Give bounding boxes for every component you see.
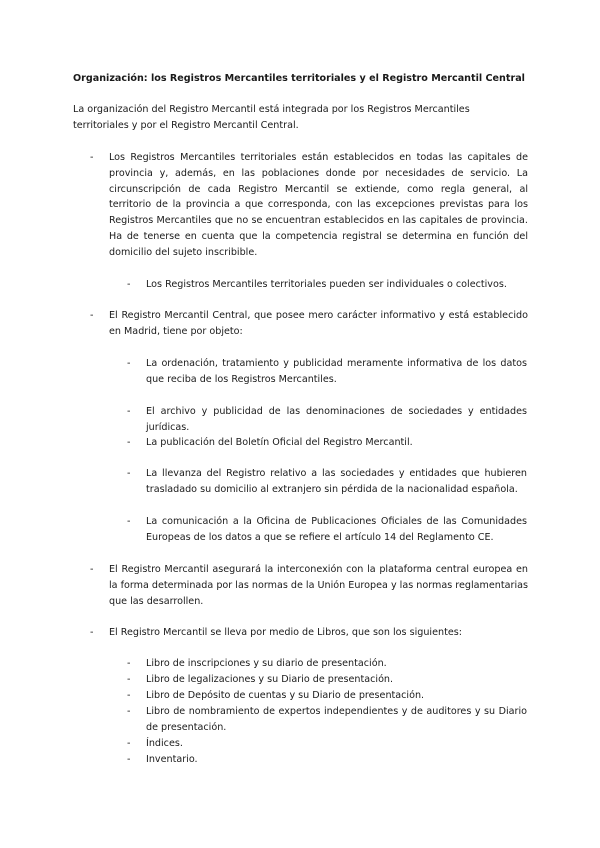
bullet-dash: - — [127, 358, 131, 369]
bullet-dash: - — [127, 754, 131, 765]
list-item-text: La ordenación, tratamiento y publicidad meramente informativa de los datos que reciba de los Registros Mercantiles. — [146, 358, 527, 385]
list-item-text: La publicación del Boletín Oficial del Registro Mercantil. — [146, 437, 413, 448]
list-item-text: Inventario. — [146, 754, 198, 765]
bullet-dash: - — [127, 279, 131, 290]
list-item-text: Libro de Depósito de cuentas y su Diario de presentación. — [146, 690, 425, 701]
bullet-dash: - — [127, 674, 131, 685]
list-item-text: Libro de inscripciones y su diario de presentación. — [146, 658, 387, 669]
bullet-dash: - — [127, 516, 131, 527]
intro-paragraph: La organización del Registro Mercantil está integrada por los Registros Mercantiles territoriales y por el Registro Mercantil Central. — [73, 104, 470, 131]
bullet-dash: - — [127, 406, 131, 417]
bullet-dash: - — [90, 152, 94, 163]
list-item-text: Índices. — [146, 738, 183, 749]
list-item-text: El Registro Mercantil Central, que posee mero carácter informativo y está establecido en Madrid, tiene por objeto: — [109, 310, 528, 337]
list-item-text: El archivo y publicidad de las denominaciones de sociedades y entidades jurídicas. — [146, 406, 527, 433]
list-item-text: Los Registros Mercantiles territoriales pueden ser individuales o colectivos. — [146, 279, 507, 290]
bullet-dash: - — [90, 627, 94, 638]
bullet-dash: - — [90, 310, 94, 321]
list-item-text: La llevanza del Registro relativo a las sociedades y entidades que hubieren trasladado su domicilio al extranjero sin pérdida de la nacionalidad española. — [146, 468, 527, 495]
bullet-dash: - — [127, 658, 131, 669]
bullet-dash: - — [127, 468, 131, 479]
list-item-text: El Registro Mercantil se lleva por medio de Libros, que son los siguientes: — [109, 627, 462, 638]
bullet-dash: - — [127, 437, 131, 448]
bullet-dash: - — [127, 690, 131, 701]
list-item-text: Los Registros Mercantiles territoriales están establecidos en todas las capitales de provincia y, además, en las poblaciones donde por necesidades de servicio. La circunscripción de cada Registro Mercantil se extiende, como regla general, al territorio de la provincia a que corresponda, con las excepciones previstas para los Registros Mercantiles que no se encuentran establecidos en las capitales de provincia. Ha de tenerse en cuenta que la competencia registral se determina en función del domicilio del sujeto inscribible. — [109, 152, 528, 258]
bullet-dash: - — [127, 706, 131, 717]
bullet-dash: - — [90, 564, 94, 575]
list-item-text: Libro de legalizaciones y su Diario de presentación. — [146, 674, 394, 685]
list-item-text: Libro de nombramiento de expertos independientes y de auditores y su Diario de presentación. — [146, 706, 527, 733]
section-title: Organización: los Registros Mercantiles territoriales y el Registro Mercantil Central — [73, 73, 525, 84]
bullet-dash: - — [127, 738, 131, 749]
list-item-text: La comunicación a la Oficina de Publicaciones Oficiales de las Comunidades Europeas de los datos a que se refiere el artículo 14 del Reglamento CE. — [146, 516, 527, 543]
list-item-text: El Registro Mercantil asegurará la interconexión con la plataforma central europea en la forma determinada por las normas de la Unión Europea y las normas reglamentarias que las desarrollen. — [109, 564, 528, 607]
